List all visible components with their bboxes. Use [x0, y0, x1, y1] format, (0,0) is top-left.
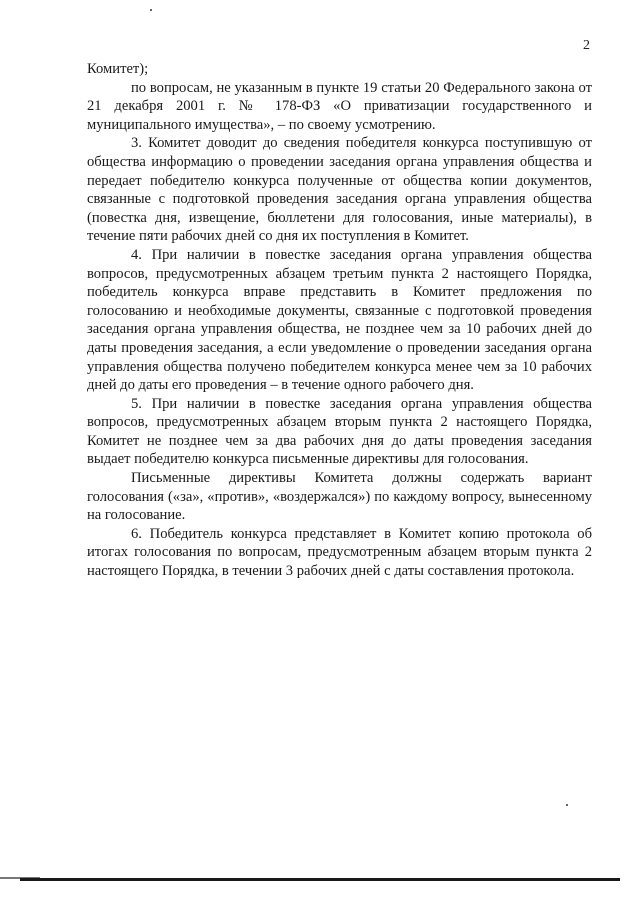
paragraph: 6. Победитель конкурса представляет в Комитет копию протокола об итогах голосования по вопросам, предусмотренным абзацем вторым пункта 2 настоящего Порядка, в течении 3 рабочих дней с даты составления протокола. [87, 525, 592, 580]
paragraph: 3. Комитет доводит до сведения победителя конкурса поступившую от общества информацию о проведении заседания органа управления общества и передает победителю конкурса полученные от общества копии документов, связанные с подготовкой проведения заседания органа управления общества (повестка дня, извещение, бюллетени для голосования, иные материалы), в течение пяти рабочих дней со дня их поступления в Комитет. [87, 135, 592, 245]
paragraph: 5. При наличии в повестке заседания органа управления общества вопросов, предусмотренных абзацем вторым пункта 2 настоящего Порядка, Комитет не позднее чем за два рабочих дня до даты проведения заседания выдает победителю конкурса письменные директивы для голосования. [87, 395, 592, 468]
paragraph: по вопросам, не указанным в пункте 19 статьи 20 Федерального закона от 21 декабря 2001 г. № 178-ФЗ «О приватизации государственного и муниципального имущества», – по своему усмотрению. [87, 79, 592, 133]
paragraph: Комитет); [87, 61, 149, 77]
document-body [87, 60, 592, 581]
page-number: 2 [583, 38, 590, 53]
scan-speck [566, 804, 568, 806]
scan-speck [150, 9, 152, 11]
paragraph: Письменные директивы Комитета должны содержать вариант голосования («за», «против», «воздержался») по каждому вопросу, вынесенному на голосование. [87, 470, 592, 524]
paragraph: 4. При наличии в повестке заседания органа управления общества вопросов, предусмотренных абзацем третьим пункта 2 настоящего Порядка, победитель конкурса вправе представить в Комитет предложения по голосованию и необходимые документы, связанные с подготовкой проведения заседания органа управления общества, не позднее чем за 10 рабочих дней до даты проведения заседания, а если уведомление о проведении заседания органа управления общества получено победителем конкурса менее чем за 10 рабочих дней до даты его проведения – в течение одного рабочего дня. [87, 246, 592, 394]
scan-edge-line [20, 878, 620, 881]
